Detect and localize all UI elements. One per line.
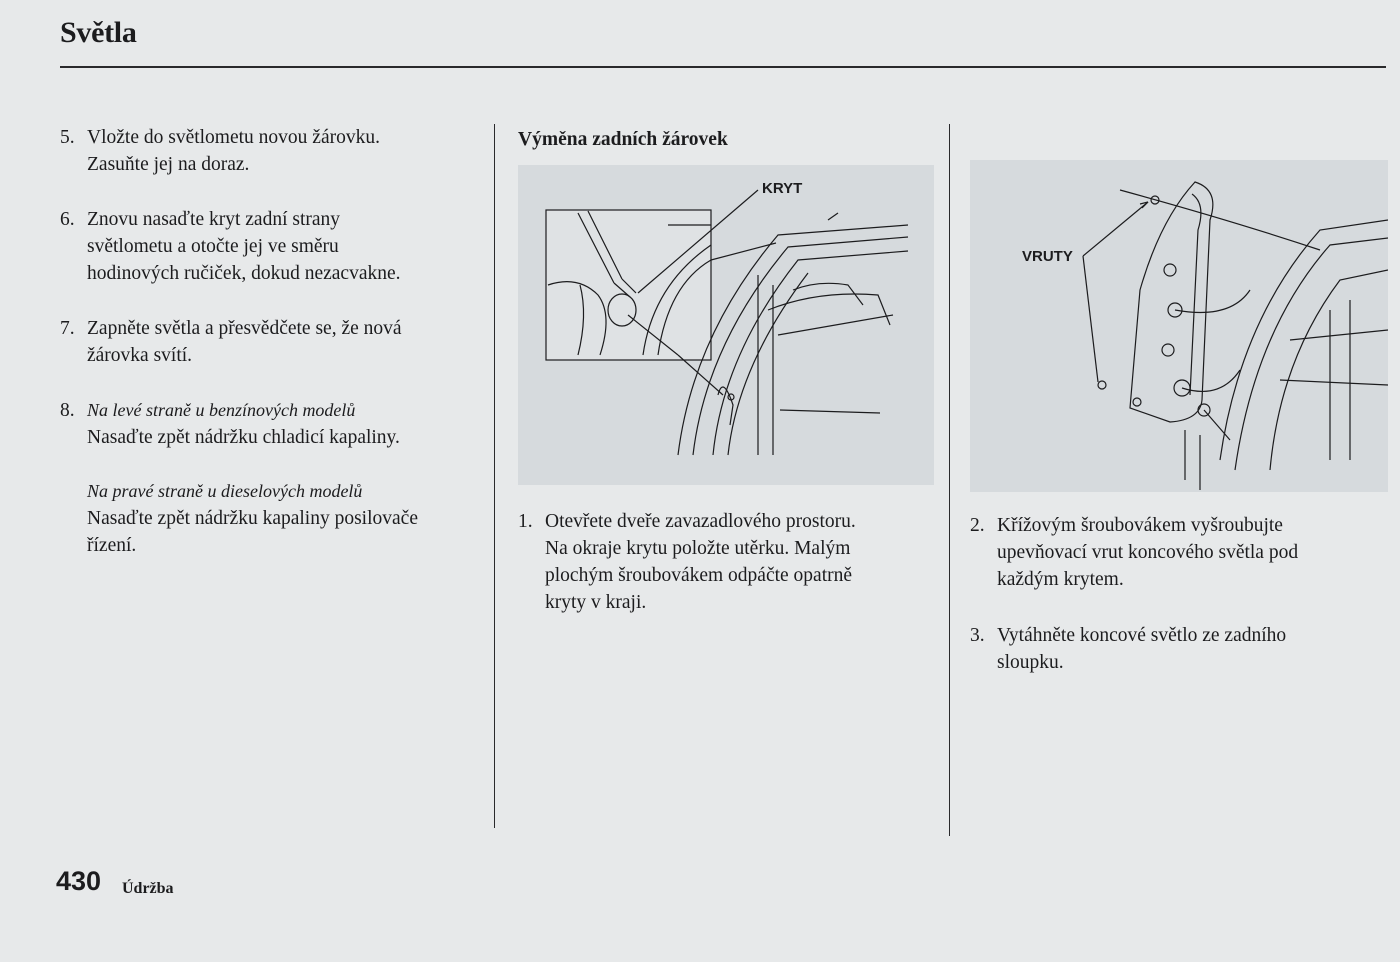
column-divider-left	[494, 124, 495, 828]
section-title: Výměna zadních žárovek	[518, 129, 728, 150]
step-text-line: upevňovací vrut koncového světla pod	[997, 542, 1299, 563]
column-divider-right	[949, 124, 950, 836]
step-text-line: Na okraje krytu položte utěrku. Malým	[545, 538, 851, 559]
step-text-line: Zapněte světla a přesvědčete se, že nová	[87, 318, 402, 339]
step-text-line: Znovu nasaďte kryt zadní strany	[87, 209, 341, 230]
step-number: 2.	[970, 515, 985, 536]
step-8-diesel	[60, 478, 485, 559]
step-text-line: plochým šroubovákem odpáčte opatrně	[545, 565, 853, 586]
step-text-line: Vytáhněte koncové světlo ze zadního	[997, 625, 1287, 646]
step-number: 5.	[60, 127, 75, 148]
step-number: 3.	[970, 625, 985, 646]
step-text-line: kryty v kraji.	[545, 592, 647, 613]
figure-screw-removal	[970, 160, 1388, 492]
step-text-line: Otevřete dveře zavazadlového prostoru.	[545, 511, 856, 532]
middle-step-1	[518, 508, 938, 616]
illustration-rear-cover	[518, 165, 934, 485]
step-text-line: sloupku.	[997, 652, 1064, 673]
right-steps	[970, 512, 1388, 676]
step-text-line: světlometu a otočte jej ve směru	[87, 236, 339, 257]
step-text-line: žárovka svítí.	[87, 345, 193, 366]
illustration-tail-light	[970, 160, 1388, 492]
step-6	[60, 206, 485, 287]
page-title: Světla	[60, 16, 137, 49]
step-note: Na pravé straně u dieselových modelů	[87, 481, 363, 501]
step-note: Na levé straně u benzínových modelů	[87, 400, 356, 420]
callout-label: KRYT	[762, 180, 803, 197]
step-8	[60, 397, 485, 451]
step-text-line: Nasaďte zpět nádržku chladicí kapaliny.	[87, 427, 400, 448]
step-text-line: Nasaďte zpět nádržku kapaliny posilovače	[87, 508, 418, 529]
page-number: 430	[56, 866, 102, 896]
footer-section: Údržba	[122, 880, 174, 897]
step-text-line: Vložte do světlometu novou žárovku.	[87, 127, 380, 148]
header-rule	[60, 66, 1386, 68]
step-7	[60, 315, 485, 369]
left-column	[60, 124, 485, 559]
step-text-line: Zasuňte jej na doraz.	[87, 154, 250, 175]
step-text-line: každým krytem.	[997, 569, 1124, 590]
step-3	[970, 622, 1388, 676]
middle-column	[518, 126, 938, 153]
step-number: 6.	[60, 209, 75, 230]
step-text-line: hodinových ručiček, dokud nezacvakne.	[87, 263, 401, 284]
step-number: 8.	[60, 400, 75, 421]
step-text-line: Křížovým šroubovákem vyšroubujte	[997, 515, 1283, 536]
step-number: 7.	[60, 318, 75, 339]
step-2	[970, 512, 1388, 593]
step-1	[518, 508, 938, 616]
step-5	[60, 124, 485, 178]
callout-label: VRUTY	[1022, 248, 1073, 265]
step-text-line: řízení.	[87, 535, 137, 556]
step-number: 1.	[518, 511, 533, 532]
figure-cover-removal	[518, 165, 934, 485]
